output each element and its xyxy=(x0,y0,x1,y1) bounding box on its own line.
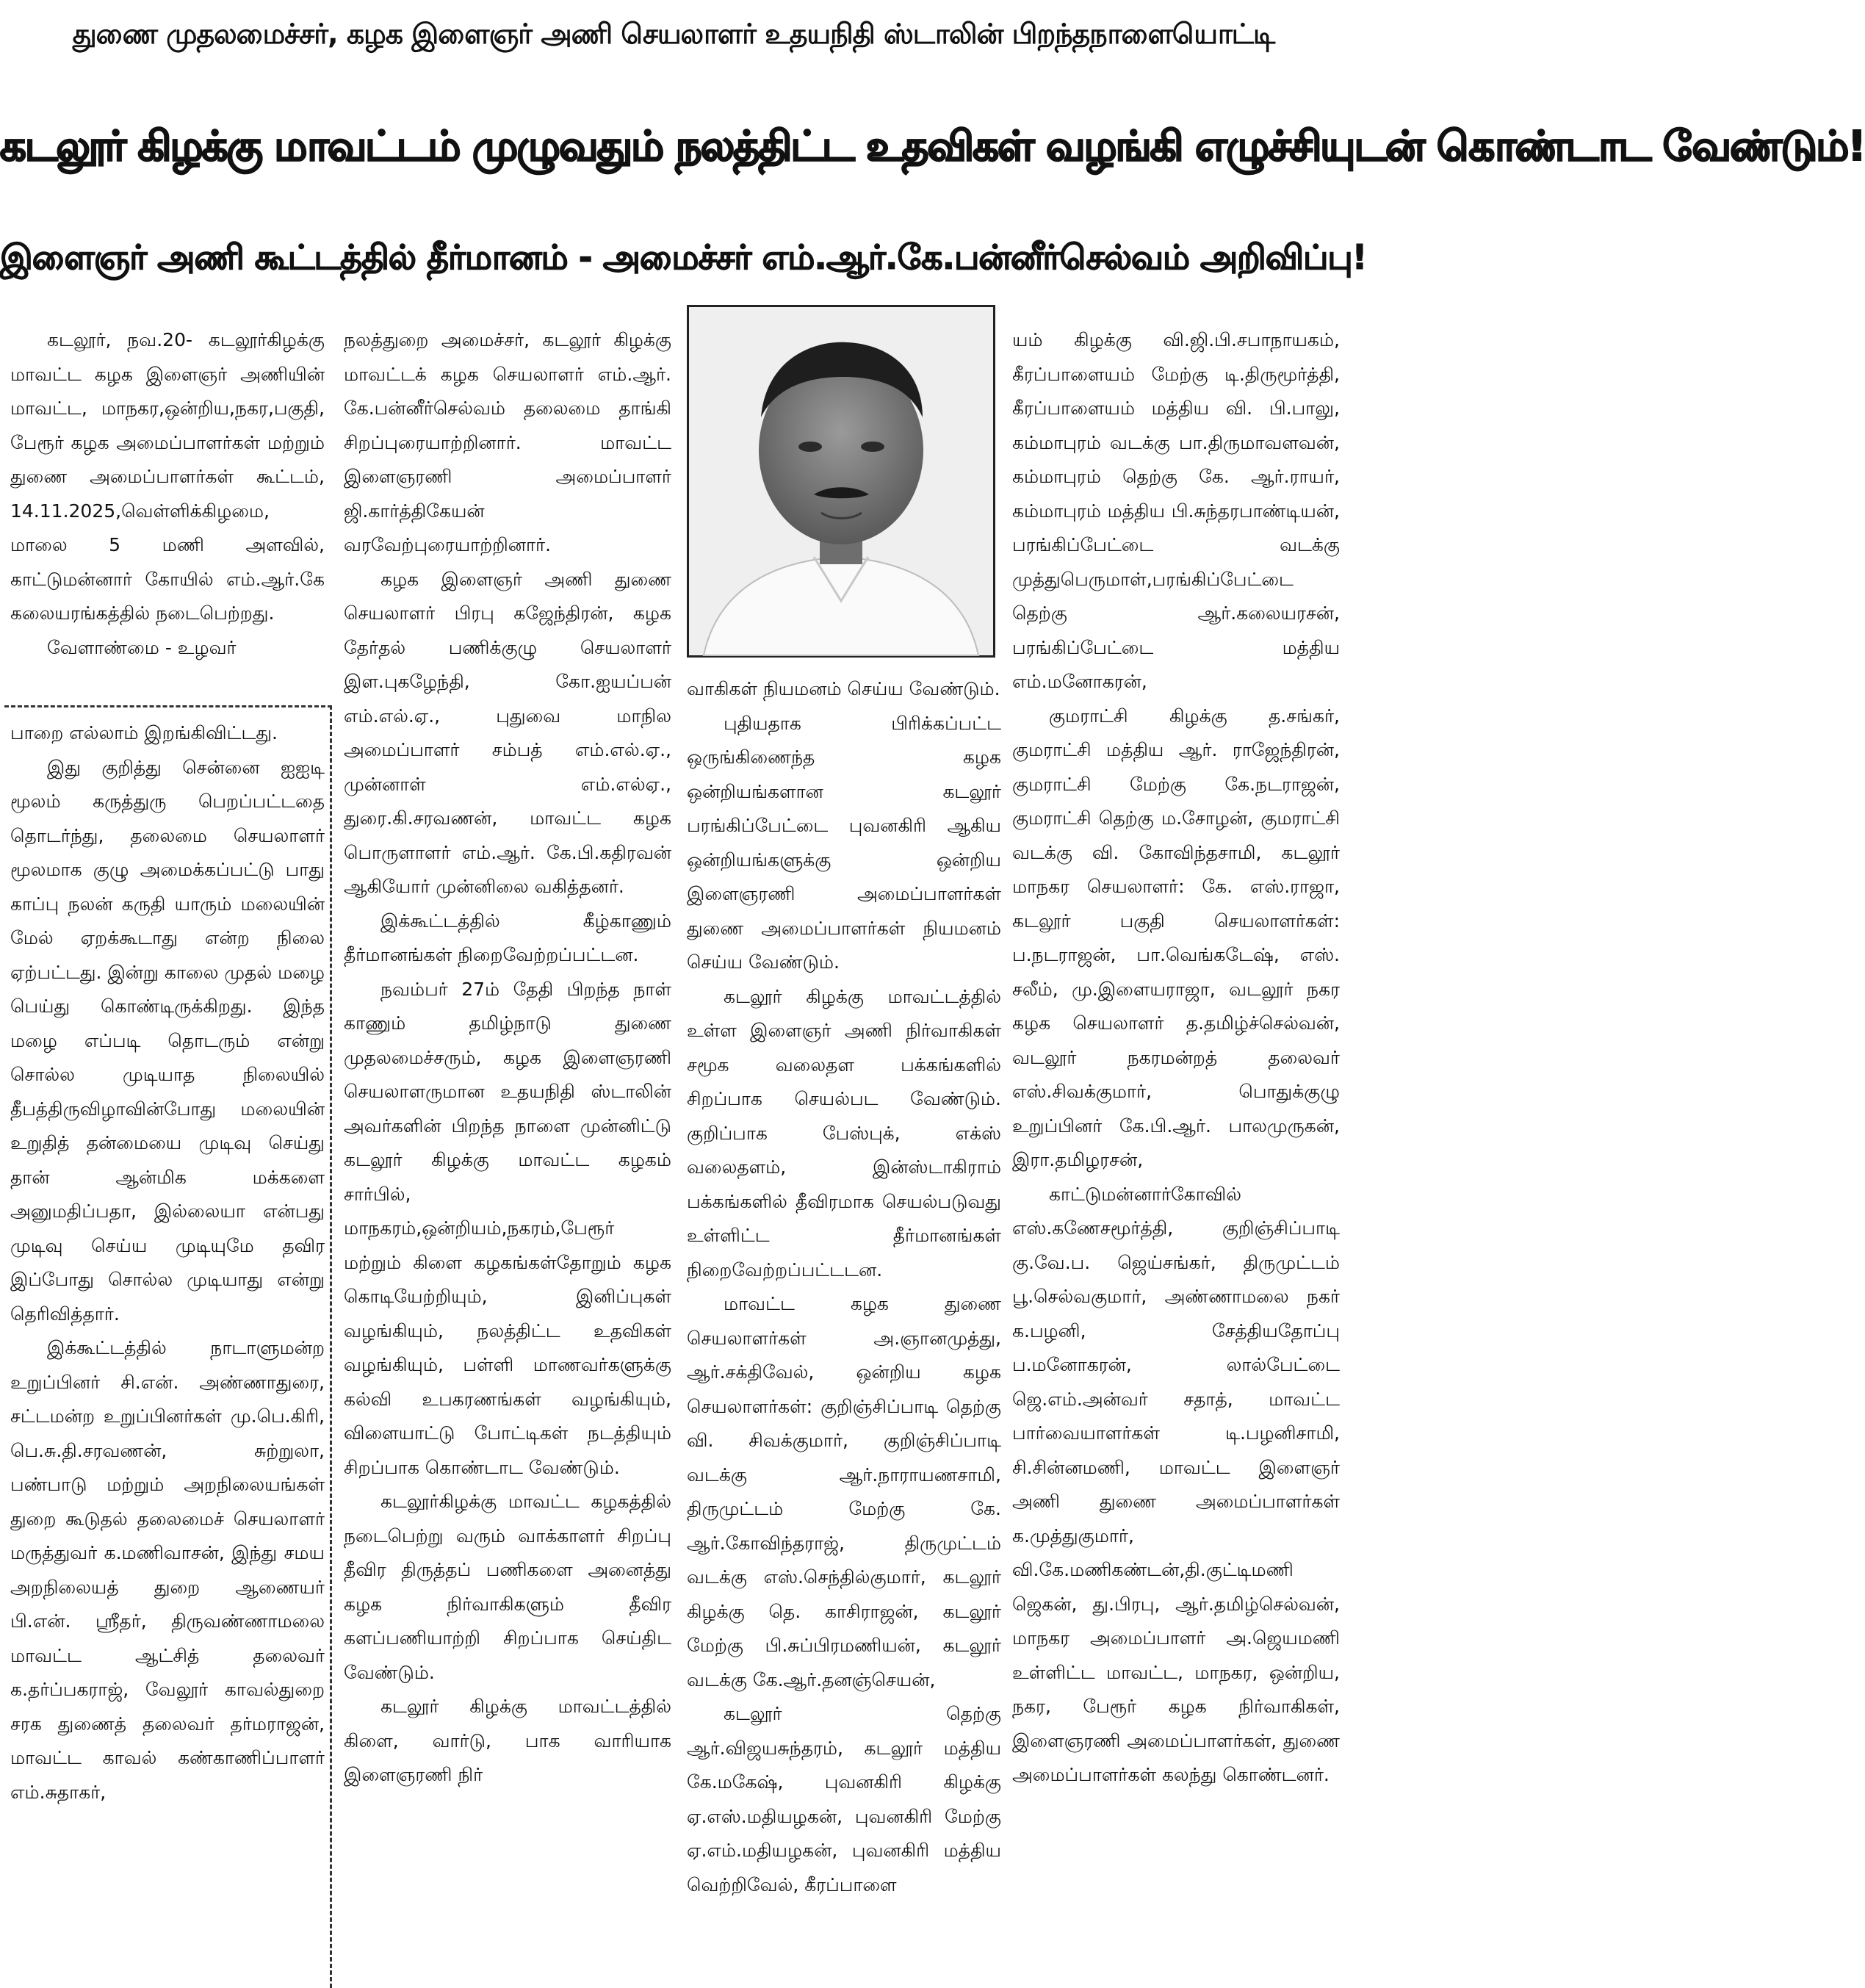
paragraph: கடலூர் தெற்கு ஆர்.விஜயசுந்தரம், கடலூர் மத்திய கே.மகேஷ், புவனகிரி கிழக்கு ஏ.எஸ்.மதியழகன், புவனகிரி மேற்கு ஏ.எம்.மதியழகன், புவனகிரி மத்திய வெற்றிவேல், கீரப்பாளை xyxy=(687,1703,1001,1895)
paragraph: வாகிகள் நியமனம் செய்ய வேண்டும். xyxy=(687,678,1000,699)
subheadline: இளைஞர் அணி கூட்டத்தில் தீர்மானம் - அமைச்சர் எம்.ஆர்.கே.பன்னீர்செல்வம் அறிவிப்பு! xyxy=(0,237,1367,277)
column-1-continued xyxy=(10,716,325,1984)
paragraph: கடலூர் கிழக்கு மாவட்டத்தில் கிளை, வார்டு, பாக வாரியாக இளைஞரணி நிர் xyxy=(344,1696,671,1785)
kicker-line: துணை முதலமைச்சர், கழக இளைஞர் அணி செயலாளர் உதயநிதி ஸ்டாலின் பிறந்தநாளையொட்டி xyxy=(72,18,1275,50)
paragraph: குமராட்சி கிழக்கு த.சங்கர், குமராட்சி மத்திய ஆர். ராஜேந்திரன், குமராட்சி மேற்கு கே.நடராஜன், குமராட்சி தெற்கு ம.சோழன், குமராட்சி வடக்கு வி. கோவிந்தசாமி, கடலூர் மாநகர செயலாளர்: கே. எஸ்.ராஜா, கடலூர் பகுதி செயலாளர்கள்: ப.நடராஜன், பா.வெங்கடேஷ், எஸ். சலீம், மு.இளையராஜா, வடலூர் நகர கழக செயலாளர் த.தமிழ்ச்செல்வன், வடலூர் நகரமன்றத் தலைவர் எஸ்.சிவக்குமார், பொதுக்குழு உறுப்பினர் கே.பி.ஆர். பாலமுருகன், இரா.தமிழரசன், xyxy=(1012,705,1340,1170)
paragraph: கடலூர் கிழக்கு மாவட்டத்தில் உள்ள இளைஞர் அணி நிர்வாகிகள் சமூக வலைதள பக்கங்களில் சிறப்பாக செயல்பட வேண்டும். குறிப்பாக பேஸ்புக், எக்ஸ் வலைதளம், இன்ஸ்டாகிராம் பக்கங்களில் தீவிரமாக செயல்படுவது உள்ளிட்ட தீர்மானங்கள் நிறைவேற்றப்பட்டடன. xyxy=(687,985,1001,1281)
paragraph: கழக இளைஞர் அணி துணை செயலாளர் பிரபு கஜேந்திரன், கழக தேர்தல் பணிக்குழு செயலாளர் இள.புகழேந்தி, கோ.ஐயப்பன் எம்.எல்.ஏ., புதுவை மாநில அமைப்பாளர் சம்பத் எம்.எல்.ஏ., முன்னாள் எம்.எல்ஏ., துரை.கி.சரவணன், மாவட்ட கழக பொருளாளர் எம்.ஆர். கே.பி.கதிரவன் ஆகியோர் முன்னிலை வகித்தனர். xyxy=(344,568,671,897)
person-portrait-icon xyxy=(689,307,993,655)
column-1-top xyxy=(10,323,325,694)
paragraph: மாவட்ட கழக துணை செயலாளர்கள் அ.ஞானமுத்து, ஆர்.சக்திவேல், ஒன்றிய கழக செயலாளர்கள்: குறிஞ்சிப்பாடி தெற்கு வி. சிவக்குமார், குறிஞ்சிப்பாடி வடக்கு ஆர்.நாராயணசாமி, திருமுட்டம் மேற்கு கே. ஆர்.கோவிந்தராஜ், திருமுட்டம் வடக்கு எஸ்.செந்தில்குமார், கடலூர் கிழக்கு தெ. காசிராஜன், கடலூர் மேற்கு பி.சுப்பிரமணியன், கடலூர் வடக்கு கே.ஆர்.தனஞ்செயன், xyxy=(687,1293,1001,1690)
paragraph: இக்கூட்டத்தில் நாடாளுமன்ற உறுப்பினர் சி.என். அண்ணாதுரை, சட்டமன்ற உறுப்பினர்கள் மு.பெ.கிரி, பெ.சு.தி.சரவணன், சுற்றுலா, பண்பாடு மற்றும் அறநிலையங்கள் துறை கூடுதல் தலைமைச் செயலாளர் மருத்துவர் க.மணிவாசன், இந்து சமய அறநிலையத் துறை ஆணையர் பி.என். ஸ்ரீதர், திருவண்ணாமலை மாவட்ட ஆட்சித் தலைவர் க.தர்ப்பகராஜ், வேலூர் காவல்துறை சரக துணைத் தலைவர் தர்மராஜன், மாவட்ட காவல் கண்காணிப்பாளர் எம்.சுதாகர், xyxy=(10,1337,325,1803)
paragraph: பாறை எல்லாம் இறங்கிவிட்டது. xyxy=(10,722,278,743)
paragraph: கடலூர்கிழக்கு மாவட்ட கழகத்தில் நடைபெற்று வரும் வாக்காளர் சிறப்பு தீவிர திருத்தப் பணிகளை அனைத்து கழக நிர்வாகிகளும் தீவிர களப்பணியாற்றி சிறப்பாக செய்திட வேண்டும். xyxy=(344,1491,671,1683)
headline: கடலூர் கிழக்கு மாவட்டம் முழுவதும் நலத்திட்ட உதவிகள் வழங்கி எழுச்சியுடன் கொண்டாட வேண்டும்! xyxy=(0,123,1865,170)
paragraph: நவம்பர் 27ம் தேதி பிறந்த நாள் காணும் தமிழ்நாடு துணை முதலமைச்சரும், கழக இளைஞரணி செயலாளருமான உதயநிதி ஸ்டாலின் அவர்களின் பிறந்த நாளை முன்னிட்டு கடலூர் கிழக்கு மாவட்ட கழகம் சார்பில், மாநகரம்,ஒன்றியம்,நகரம்,பேரூர் மற்றும் கிளை கழகங்கள்தோறும் கழக கொடியேற்றியும், இனிப்புகள் வழங்கியும், நலத்திட்ட உதவிகள் வழங்கியும், பள்ளி மாணவர்களுக்கு கல்வி உபகரணங்கள் வழங்கியும், விளையாட்டு போட்டிகள் நடத்தியும் சிறப்பாக கொண்டாட வேண்டும். xyxy=(344,978,671,1478)
column-3 xyxy=(687,672,1001,1984)
paragraph: வேளாண்மை - உழவர் xyxy=(47,636,237,658)
paragraph: புதியதாக பிரிக்கப்பட்ட ஒருங்கிணைந்த கழக ஒன்றியங்களான கடலூர் பரங்கிப்பேட்டை புவனகிரி ஆகிய ஒன்றியங்களுக்கு ஒன்றிய இளைஞரணி அமைப்பாளர்கள் துணை அமைப்பாளர்கள் நியமனம் செய்ய வேண்டும். xyxy=(687,712,1001,973)
paragraph: இக்கூட்டத்தில் கீழ்காணும் தீர்மானங்கள் நிறைவேற்றப்பட்டன. xyxy=(344,910,671,965)
paragraph: கடலூர், நவ.20- கடலூர்கிழக்கு மாவட்ட கழக இளைஞர் அணியின் மாவட்ட, மாநகர,ஒன்றிய,நகர,பகுதி, பேரூர் கழக அமைப்பாளர்கள் மற்றும் துணை அமைப்பாளர்கள் கூட்டம், 14.11.2025,வெள்ளிக்கிழமை, மாலை 5 மணி அளவில், காட்டுமன்னார் கோயில் எம்.ஆர்.கே கலையரங்கத்தில் நடைபெற்றது. xyxy=(10,329,325,624)
paragraph: காட்டுமன்னார்கோவில் எஸ்.கணேசமூர்த்தி, குறிஞ்சிப்பாடி கு.வே.ப. ஜெய்சங்கர், திருமுட்டம் பூ.செல்வகுமார், அண்ணாமலை நகர் க.பழனி, சேத்தியதோப்பு ப.மனோகரன், லால்பேட்டை ஜெ.எம்.அன்வர் சதாத், மாவட்ட பார்வையாளர்கள் டி.பழனிசாமி, சி.சின்னமணி, மாவட்ட இளைஞர் அணி துணை அமைப்பாளர்கள் க.முத்துகுமார், வி.கே.மணிகண்டன்,தி.குட்டிமணி ஜெகன், து.பிரபு, ஆர்.தமிழ்செல்வன், மாநகர அமைப்பாளர் அ.ஜெயமணி உள்ளிட்ட மாவட்ட, மாநகர, ஒன்றிய, நகர, பேரூர் கழக நிர்வாகிகள், இளைஞரணி அமைப்பாளர்கள், துணை அமைப்பாளர்கள் கலந்து கொண்டனர். xyxy=(1012,1183,1340,1785)
paragraph: நலத்துறை அமைச்சர், கடலூர் கிழக்கு மாவட்டக் கழக செயலாளர் எம்.ஆர். கே.பன்னீர்செல்வம் தலைமை தாங்கி சிறப்புரையாற்றினார். மாவட்ட இளைஞரணி அமைப்பாளர் ஜி.கார்த்திகேயன் வரவேற்புரையாற்றினார். xyxy=(344,329,671,555)
column-4 xyxy=(1012,323,1340,1984)
minister-photo xyxy=(687,305,995,658)
column-2 xyxy=(344,323,671,1984)
paragraph: இது குறித்து சென்னை ஐஐடி மூலம் கருத்துரு பெறப்பட்டதை தொடர்ந்து, தலைமை செயலாளர் மூலமாக குழு அமைக்கப்பட்டு பாது காப்பு நலன் கருதி யாரும் மலையின் மேல் ஏறக்கூடாது என்ற நிலை ஏற்பட்டது. இன்று காலை முதல் மழை பெய்து கொண்டிருக்கிறது. இந்த மழை எப்படி தொடரும் என்று சொல்ல முடியாத நிலையில் தீபத்திருவிழாவின்போது மலையின் உறுதித் தன்மையை முடிவு செய்து தான் ஆன்மிக மக்களை அனுமதிப்பதா, இல்லையா என்பது முடிவு செய்ய முடியுமே தவிர இப்போது சொல்ல முடியாது என்று தெரிவித்தார். xyxy=(10,756,325,1325)
paragraph: யம் கிழக்கு வி.ஜி.பி.சபாநாயகம், கீரப்பாளையம் மேற்கு டி.திருமூர்த்தி, கீரப்பாளையம் மத்திய வி. பி.பாலு, கம்மாபுரம் வடக்கு பா.திருமாவளவன், கம்மாபுரம் தெற்கு கே. ஆர்.ராயர், கம்மாபுரம் மத்திய பி.சுந்தரபாண்டியன், பரங்கிப்பேட்டை வடக்கு முத்துபெருமாள்,பரங்கிப்பேட்டை தெற்கு ஆர்.கலையரசன், பரங்கிப்பேட்டை மத்திய எம்.மனோகரன், xyxy=(1012,329,1340,692)
